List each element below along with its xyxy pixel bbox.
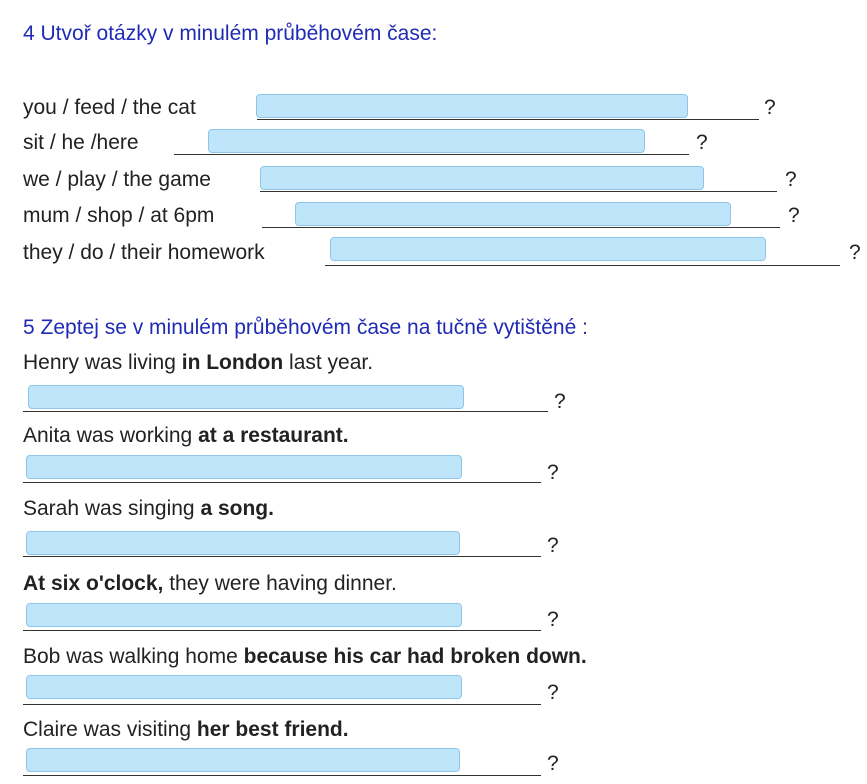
s4-prompt-2: sit / he /here	[23, 131, 139, 154]
s5-sentence-4-bold: At six o'clock,	[23, 572, 164, 595]
s4-answer-line-4	[262, 227, 780, 228]
section-5-heading: 5 Zeptej se v minulém průběhovém čase na tučně vytištěné :	[23, 316, 588, 339]
s5-sentence-1-bold: in London	[181, 351, 284, 374]
s5-sentence-4-after: they were having dinner.	[163, 572, 397, 595]
s4-answer-line-2	[174, 154, 689, 155]
s5-sentence-5-before: Bob was walking home	[23, 645, 244, 668]
s5-answer-field-5[interactable]	[26, 675, 462, 699]
s5-answer-line-5	[23, 704, 541, 705]
s5-sentence-3-bold: a song.	[200, 497, 274, 520]
s5-sentence-5	[23, 645, 587, 669]
s4-answer-field-3[interactable]	[260, 166, 704, 190]
s4-prompt-3: we / play / the game	[23, 168, 211, 191]
s5-answer-field-4[interactable]	[26, 603, 462, 627]
s5-sentence-2	[23, 424, 349, 448]
section-4-heading: 4 Utvoř otázky v minulém průběhovém čase:	[23, 22, 438, 45]
s5-sentence-2-before: Anita was working	[23, 424, 199, 447]
s4-qmark-2: ?	[696, 131, 708, 154]
s5-sentence-2-bold: at a restaurant.	[198, 424, 349, 447]
s5-answer-line-2	[23, 482, 541, 483]
s5-sentence-3	[23, 497, 274, 521]
s5-answer-line-6	[23, 775, 541, 776]
s4-answer-field-5[interactable]	[330, 237, 766, 261]
s4-answer-field-4[interactable]	[295, 202, 731, 226]
s5-sentence-1	[23, 351, 373, 375]
s4-answer-line-1	[257, 119, 759, 120]
s5-answer-field-1[interactable]	[28, 385, 464, 409]
s4-answer-line-5	[325, 265, 840, 266]
s5-qmark-4: ?	[547, 608, 559, 631]
s5-sentence-3-before: Sarah was singing	[23, 497, 201, 520]
s4-answer-line-3	[260, 191, 777, 192]
s5-sentence-1-after: last year.	[283, 351, 374, 374]
s4-qmark-3: ?	[785, 168, 797, 191]
s5-sentence-6-bold: her best friend.	[196, 718, 349, 741]
s5-sentence-6	[23, 718, 349, 742]
s5-sentence-6-before: Claire was visiting	[23, 718, 197, 741]
s4-prompt-5: they / do / their homework	[23, 241, 265, 264]
s4-answer-field-2[interactable]	[208, 129, 645, 153]
s4-prompt-4: mum / shop / at 6pm	[23, 204, 215, 227]
s5-answer-line-1	[23, 411, 548, 412]
s5-qmark-6: ?	[547, 752, 559, 775]
s5-answer-line-3	[23, 556, 541, 557]
s4-qmark-5: ?	[849, 241, 861, 264]
s4-prompt-1: you / feed / the cat	[23, 96, 196, 119]
s4-answer-field-1[interactable]	[256, 94, 688, 118]
s4-qmark-4: ?	[788, 204, 800, 227]
s5-sentence-5-bold: because his car had broken down.	[243, 645, 587, 668]
s5-sentence-4	[23, 572, 397, 596]
s5-qmark-2: ?	[547, 461, 559, 484]
s5-answer-field-2[interactable]	[26, 455, 462, 479]
s5-answer-line-4	[23, 630, 541, 631]
s4-qmark-1: ?	[764, 96, 776, 119]
s5-sentence-1-before: Henry was living	[23, 351, 182, 374]
s5-qmark-1: ?	[554, 390, 566, 413]
s5-answer-field-6[interactable]	[26, 748, 460, 772]
s5-qmark-5: ?	[547, 681, 559, 704]
s5-qmark-3: ?	[547, 534, 559, 557]
s5-answer-field-3[interactable]	[26, 531, 460, 555]
